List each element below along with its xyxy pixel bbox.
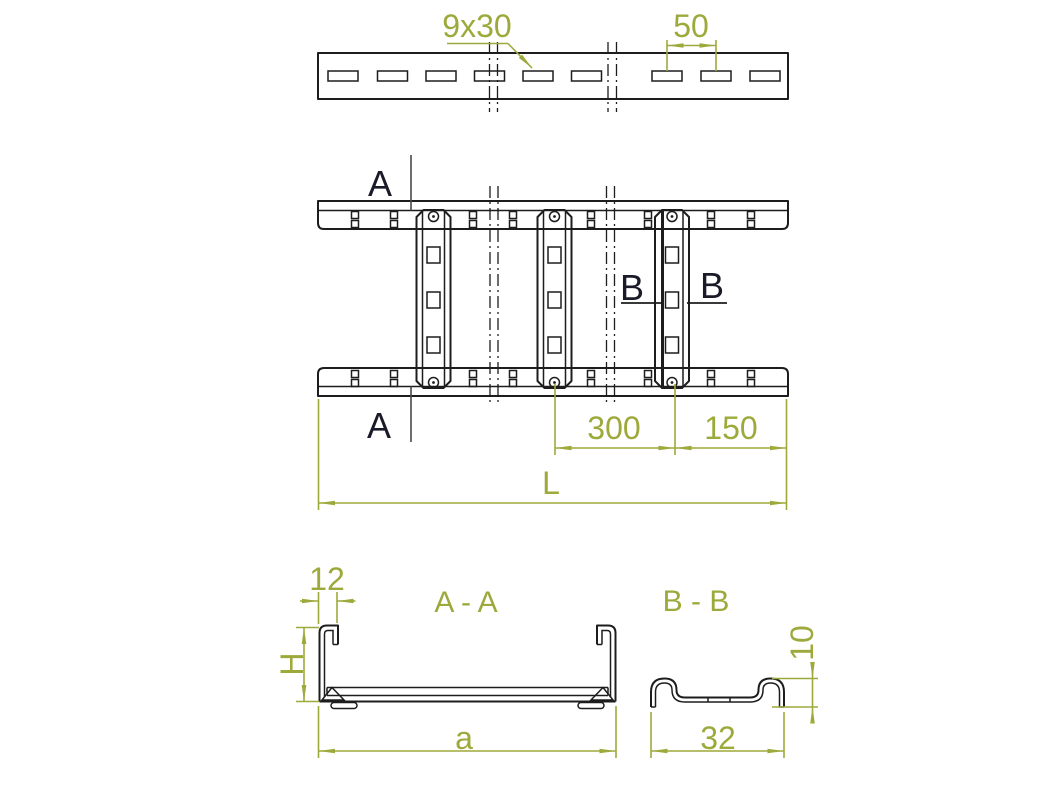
section-bb-view bbox=[651, 585, 820, 758]
section-aa-view bbox=[274, 561, 616, 758]
slot-size-callout bbox=[442, 8, 532, 68]
section-b-marker bbox=[620, 265, 727, 308]
section-a-label-bottom: A bbox=[366, 405, 392, 446]
rung-foot-left bbox=[331, 703, 357, 709]
rung-side bbox=[327, 688, 608, 696]
corner-gusset-left bbox=[322, 688, 344, 701]
top-rail bbox=[318, 201, 788, 229]
plan-dimensions bbox=[319, 384, 787, 510]
rung-profile bbox=[651, 679, 784, 708]
rung-3 bbox=[655, 210, 689, 388]
plan-view bbox=[318, 155, 788, 510]
end-spacing-label: 150 bbox=[704, 410, 758, 446]
leader-arrow bbox=[508, 44, 532, 69]
bottom-rail bbox=[318, 368, 788, 396]
slot-pitch-label: 50 bbox=[673, 8, 709, 44]
width-label: a bbox=[455, 720, 473, 756]
total-length-label: L bbox=[542, 465, 560, 501]
section-b-label-left: B bbox=[619, 267, 645, 308]
flange-width-dimension bbox=[300, 561, 356, 624]
rung-width-dimension bbox=[651, 712, 784, 758]
slot-pitch-dimension bbox=[667, 8, 716, 71]
corner-gusset-right bbox=[591, 688, 613, 701]
rung-height-dimension bbox=[772, 625, 820, 722]
rung-2 bbox=[538, 210, 572, 388]
section-a-marker bbox=[367, 155, 411, 446]
height-label: H bbox=[274, 652, 310, 676]
channel-profile bbox=[320, 626, 616, 709]
rung-width-label: 32 bbox=[700, 720, 736, 756]
break-lines bbox=[490, 186, 615, 404]
section-aa-title: A - A bbox=[434, 586, 498, 619]
side-rail-view bbox=[318, 8, 788, 112]
rung-height-label: 10 bbox=[784, 625, 820, 661]
rail-slots bbox=[328, 71, 780, 81]
rung-1 bbox=[417, 210, 451, 388]
section-a-label-top: A bbox=[367, 163, 393, 204]
height-dimension bbox=[274, 628, 319, 702]
flange-width-label: 12 bbox=[309, 561, 345, 597]
top-rail-holes bbox=[352, 212, 755, 228]
width-dimension bbox=[319, 706, 617, 758]
section-b-label-right: B bbox=[699, 265, 725, 306]
slot-size-label: 9x30 bbox=[442, 8, 512, 44]
rung-spacing-label: 300 bbox=[587, 410, 641, 446]
section-bb-title: B - B bbox=[662, 585, 730, 618]
rung-foot-right bbox=[578, 703, 604, 709]
